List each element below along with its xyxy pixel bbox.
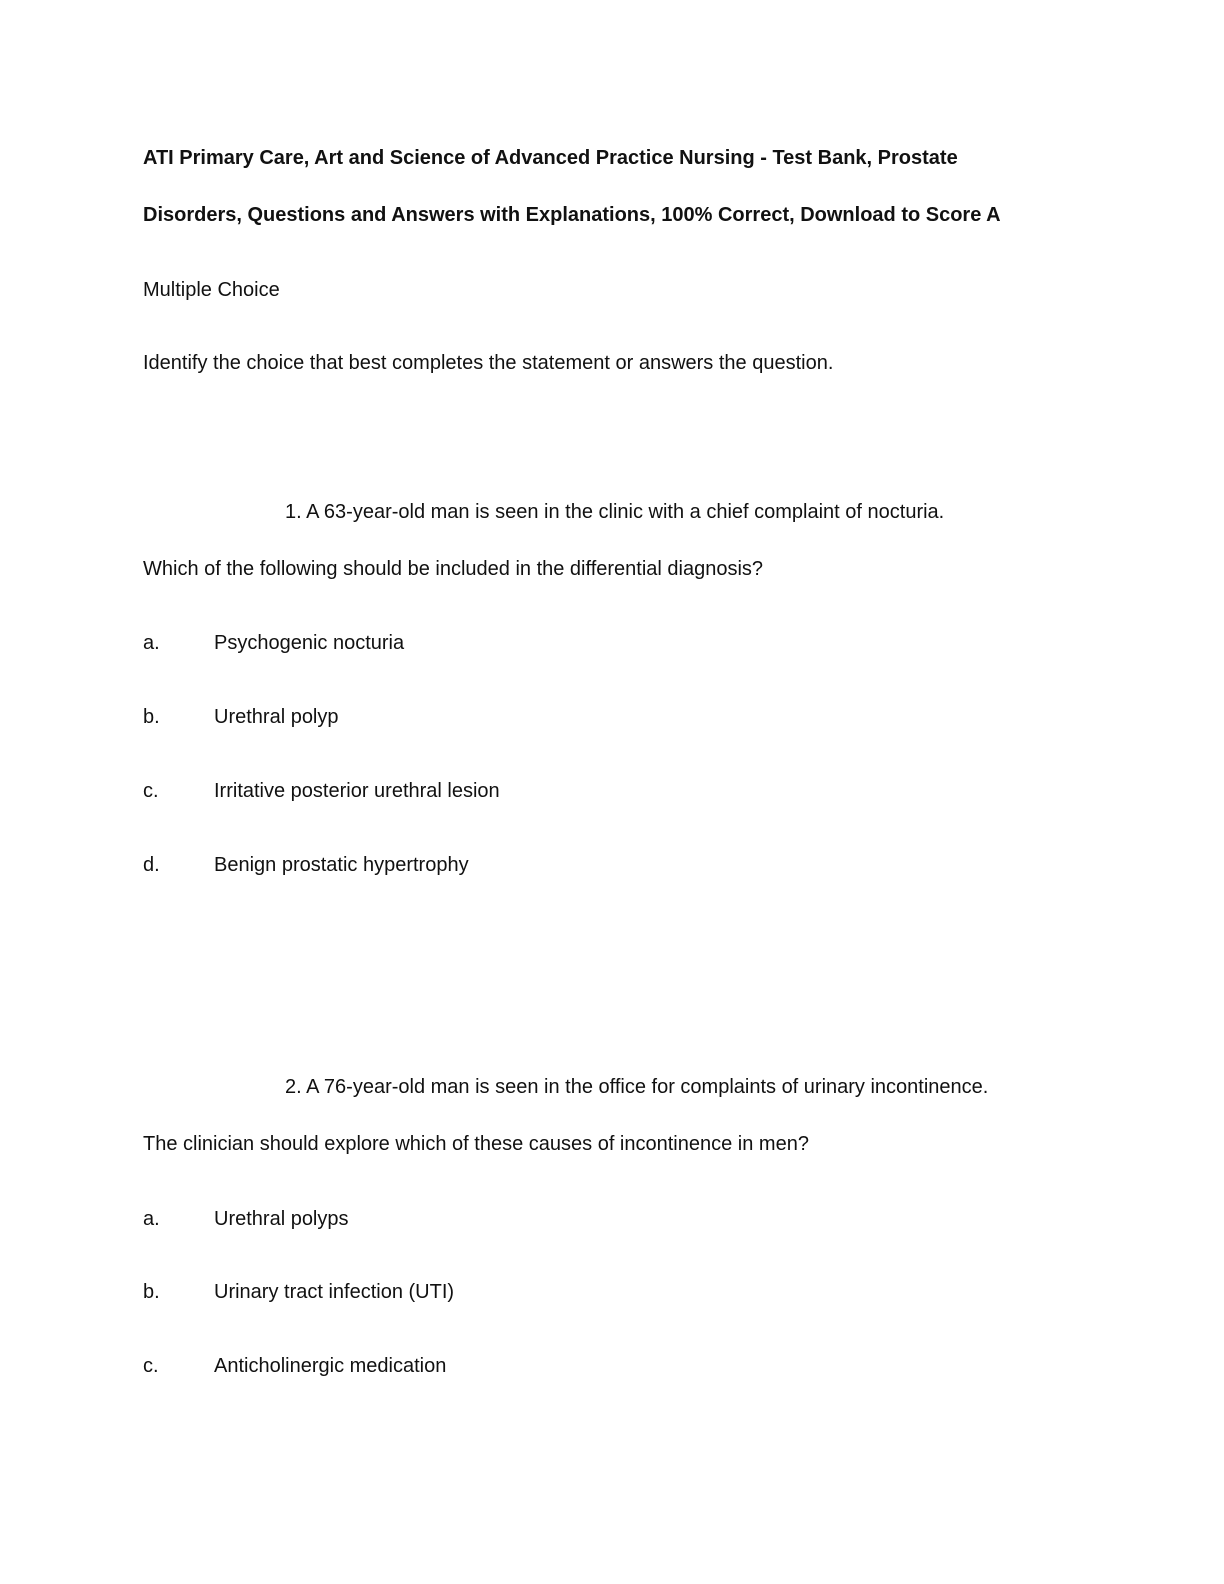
- option-text: Anticholinergic medication: [214, 1355, 447, 1377]
- section-heading: Multiple Choice: [143, 279, 280, 301]
- option-text: Benign prostatic hypertrophy: [214, 854, 469, 876]
- option-text: Urinary tract infection (UTI): [214, 1281, 455, 1303]
- document-title-line-2: Disorders, Questions and Answers with Explanations, 100% Correct, Download to Score A: [143, 204, 1001, 226]
- question-stem-line-2: The clinician should explore which of these causes of incontinence in men?: [143, 1133, 809, 1155]
- option-text: Irritative posterior urethral lesion: [214, 780, 500, 802]
- option-letter: c.: [143, 780, 159, 802]
- option-letter: d.: [143, 854, 160, 876]
- option-text: Urethral polyps: [214, 1208, 349, 1230]
- option-letter: c.: [143, 1355, 159, 1377]
- option-letter: b.: [143, 1281, 160, 1303]
- question-stem-line-2: Which of the following should be included in the differential diagnosis?: [143, 558, 764, 580]
- question-stem-line-1: 2. A 76-year-old man is seen in the office for complaints of urinary incontinence.: [285, 1076, 989, 1098]
- question-stem-line-1: 1. A 63-year-old man is seen in the clinic with a chief complaint of nocturia.: [285, 501, 945, 523]
- option-text: Psychogenic nocturia: [214, 632, 405, 654]
- option-letter: a.: [143, 632, 160, 654]
- instructions-text: Identify the choice that best completes the statement or answers the question.: [143, 352, 834, 374]
- option-text: Urethral polyp: [214, 706, 339, 728]
- option-letter: a.: [143, 1208, 160, 1230]
- option-letter: b.: [143, 706, 160, 728]
- document-title-line-1: ATI Primary Care, Art and Science of Advanced Practice Nursing - Test Bank, Prostate: [143, 147, 958, 169]
